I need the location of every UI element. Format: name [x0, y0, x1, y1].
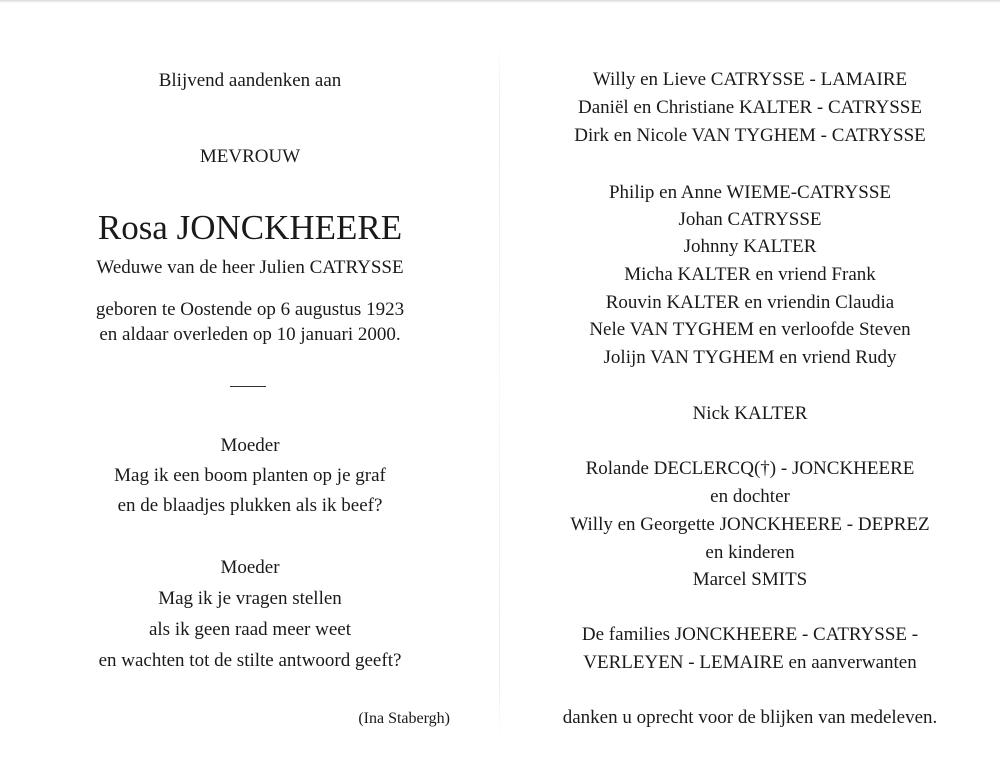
family-line: Dirk en Nicole VAN TYGHEM - CATRYSSE — [574, 125, 926, 146]
poem-line: en wachten tot de stilte antwoord geeft? — [98, 650, 402, 671]
birth-line: geboren te Oostende op 6 augustus 1923 — [95, 299, 405, 320]
poem-line: en de blaadjes plukken als ik beef? — [117, 495, 383, 516]
family-line: Micha KALTER en vriend Frank — [624, 264, 876, 285]
card-fold-line — [499, 40, 500, 740]
family-line: Rolande DECLERCQ(†) - JONCKHEERE — [585, 458, 915, 479]
family-line: Jolijn VAN TYGHEM en vriend Rudy — [603, 347, 897, 368]
honorific: MEVROUW — [199, 146, 301, 167]
family-line: De families JONCKHEERE - CATRYSSE - — [581, 624, 919, 645]
family-line: en kinderen — [705, 542, 795, 563]
family-line: Willy en Georgette JONCKHEERE - DEPREZ — [570, 514, 930, 535]
remembrance-heading: Blijvend aandenken aan — [158, 70, 342, 91]
family-line: Nele VAN TYGHEM en verloofde Steven — [589, 319, 911, 340]
widow-of-line: Weduwe van de heer Julien CATRYSSE — [96, 257, 404, 278]
family-line: Johan CATRYSSE — [678, 209, 822, 230]
family-line: en dochter — [710, 486, 790, 507]
deceased-name: Rosa JONCKHEERE — [97, 208, 403, 247]
family-line: Johnny KALTER — [683, 236, 817, 257]
poem-credit: (Ina Stabergh) — [358, 710, 450, 727]
family-line: Willy en Lieve CATRYSSE - LAMAIRE — [592, 69, 908, 90]
poem-line: Moeder — [220, 557, 280, 578]
family-line: Daniël en Christiane KALTER - CATRYSSE — [578, 97, 922, 118]
poem-line: als ik geen raad meer weet — [148, 619, 352, 640]
family-line: Nick KALTER — [692, 403, 808, 424]
family-line: Rouvin KALTER en vriendin Claudia — [605, 292, 895, 313]
family-line: Philip en Anne WIEME-CATRYSSE — [608, 182, 892, 203]
poem-line: Mag ik een boom planten op je graf — [114, 465, 386, 486]
poem-line: Moeder — [220, 435, 280, 456]
death-line: en aldaar overleden op 10 januari 2000. — [99, 324, 401, 345]
family-line: Marcel SMITS — [692, 569, 808, 590]
right-panel — [520, 0, 980, 779]
poem-line: Mag ik je vragen stellen — [158, 588, 342, 609]
closing-thanks: danken u oprecht voor de blijken van medeleven. — [562, 707, 938, 728]
left-panel — [40, 0, 460, 779]
divider-rule — [230, 386, 266, 387]
family-line: VERLEYEN - LEMAIRE en aanverwanten — [583, 652, 917, 673]
